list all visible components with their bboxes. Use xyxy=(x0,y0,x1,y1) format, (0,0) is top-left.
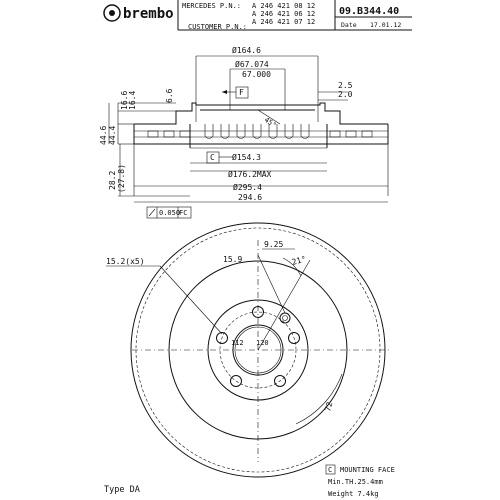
mercedes-pn-label: MERCEDES P.N.: xyxy=(182,2,242,10)
dim-outer-diameter-max: Ø295.4 xyxy=(233,183,262,192)
datum-f-label: F xyxy=(239,88,244,97)
dim-chamfer-angle: 45° xyxy=(262,115,278,130)
weight: Weight 7.4kg xyxy=(328,490,379,498)
dim-pcd-112: 112 xyxy=(231,339,244,347)
flatness-tolerance xyxy=(147,207,191,218)
part-number-3: A 246 421 07 12 xyxy=(252,18,316,26)
dim-hat-step-min: 2.0 xyxy=(338,90,353,99)
dim-outer-diameter-min: 294.6 xyxy=(238,193,263,202)
min-thickness: Min.TH.25.4mm xyxy=(328,478,383,486)
dim-overall-height-min: 44.4 xyxy=(108,125,117,145)
flatness-datum: FC xyxy=(179,209,188,217)
customer-pn-label: CUSTOMER P.N.: xyxy=(188,23,248,31)
flatness-value: 0.050 xyxy=(159,209,181,217)
drawing-code: 09.B344.40 xyxy=(339,6,400,17)
locating-hole xyxy=(280,313,290,323)
section-view xyxy=(99,45,388,218)
disc-type: Type DA xyxy=(104,485,140,495)
bolt-hole-spec: 15.2(x5) xyxy=(106,257,145,266)
dim-locating-hole: 9.25 xyxy=(264,240,284,249)
dim-locating-angle: 21° xyxy=(290,254,308,267)
dim-bolt-angle: 72 xyxy=(323,400,335,413)
hat-profile xyxy=(134,103,388,124)
dim-pcd-120: 120 xyxy=(256,339,269,347)
mounting-face-label: MOUNTING FACE xyxy=(340,466,395,474)
part-number-1: A 246 421 08 12 xyxy=(252,2,316,10)
part-number-2: A 246 421 06 12 xyxy=(252,10,316,18)
brembo-logo xyxy=(104,5,174,22)
date-value: 17.01.12 xyxy=(370,21,402,29)
dim-inner-max: Ø176.2MAX xyxy=(228,170,272,179)
dim-center-bore-max: Ø67.074 xyxy=(235,60,269,69)
brand-name: brembo xyxy=(123,6,174,22)
datum-c-label: C xyxy=(210,153,215,162)
vent-slots xyxy=(148,131,372,137)
dim-hat-height-max: 16.6 xyxy=(120,90,129,110)
title-block xyxy=(104,0,412,31)
dim-hat-step: 6.6 xyxy=(165,88,174,103)
dim-hat-step-max: 2.5 xyxy=(338,81,353,90)
date-label: Date xyxy=(341,21,357,29)
flatness-icon xyxy=(149,209,155,216)
dim-pilot-diameter: Ø154.3 xyxy=(232,153,261,162)
bolt-hole xyxy=(231,376,242,387)
dim-thickness-min: (27.8) xyxy=(117,164,126,193)
front-view xyxy=(106,223,392,477)
dim-locating-offset: 15.9 xyxy=(223,255,243,264)
notes-block xyxy=(104,465,395,498)
mounting-face-marker-label: C xyxy=(328,466,333,474)
dim-center-bore-min: 67.000 xyxy=(242,70,271,79)
dim-thickness: 28.2 xyxy=(108,170,117,190)
dim-overall-height-max: 44.6 xyxy=(99,125,108,145)
dim-hat-height-min: 16.4 xyxy=(128,90,137,110)
dim-hub-diameter: Ø164.6 xyxy=(232,46,261,55)
